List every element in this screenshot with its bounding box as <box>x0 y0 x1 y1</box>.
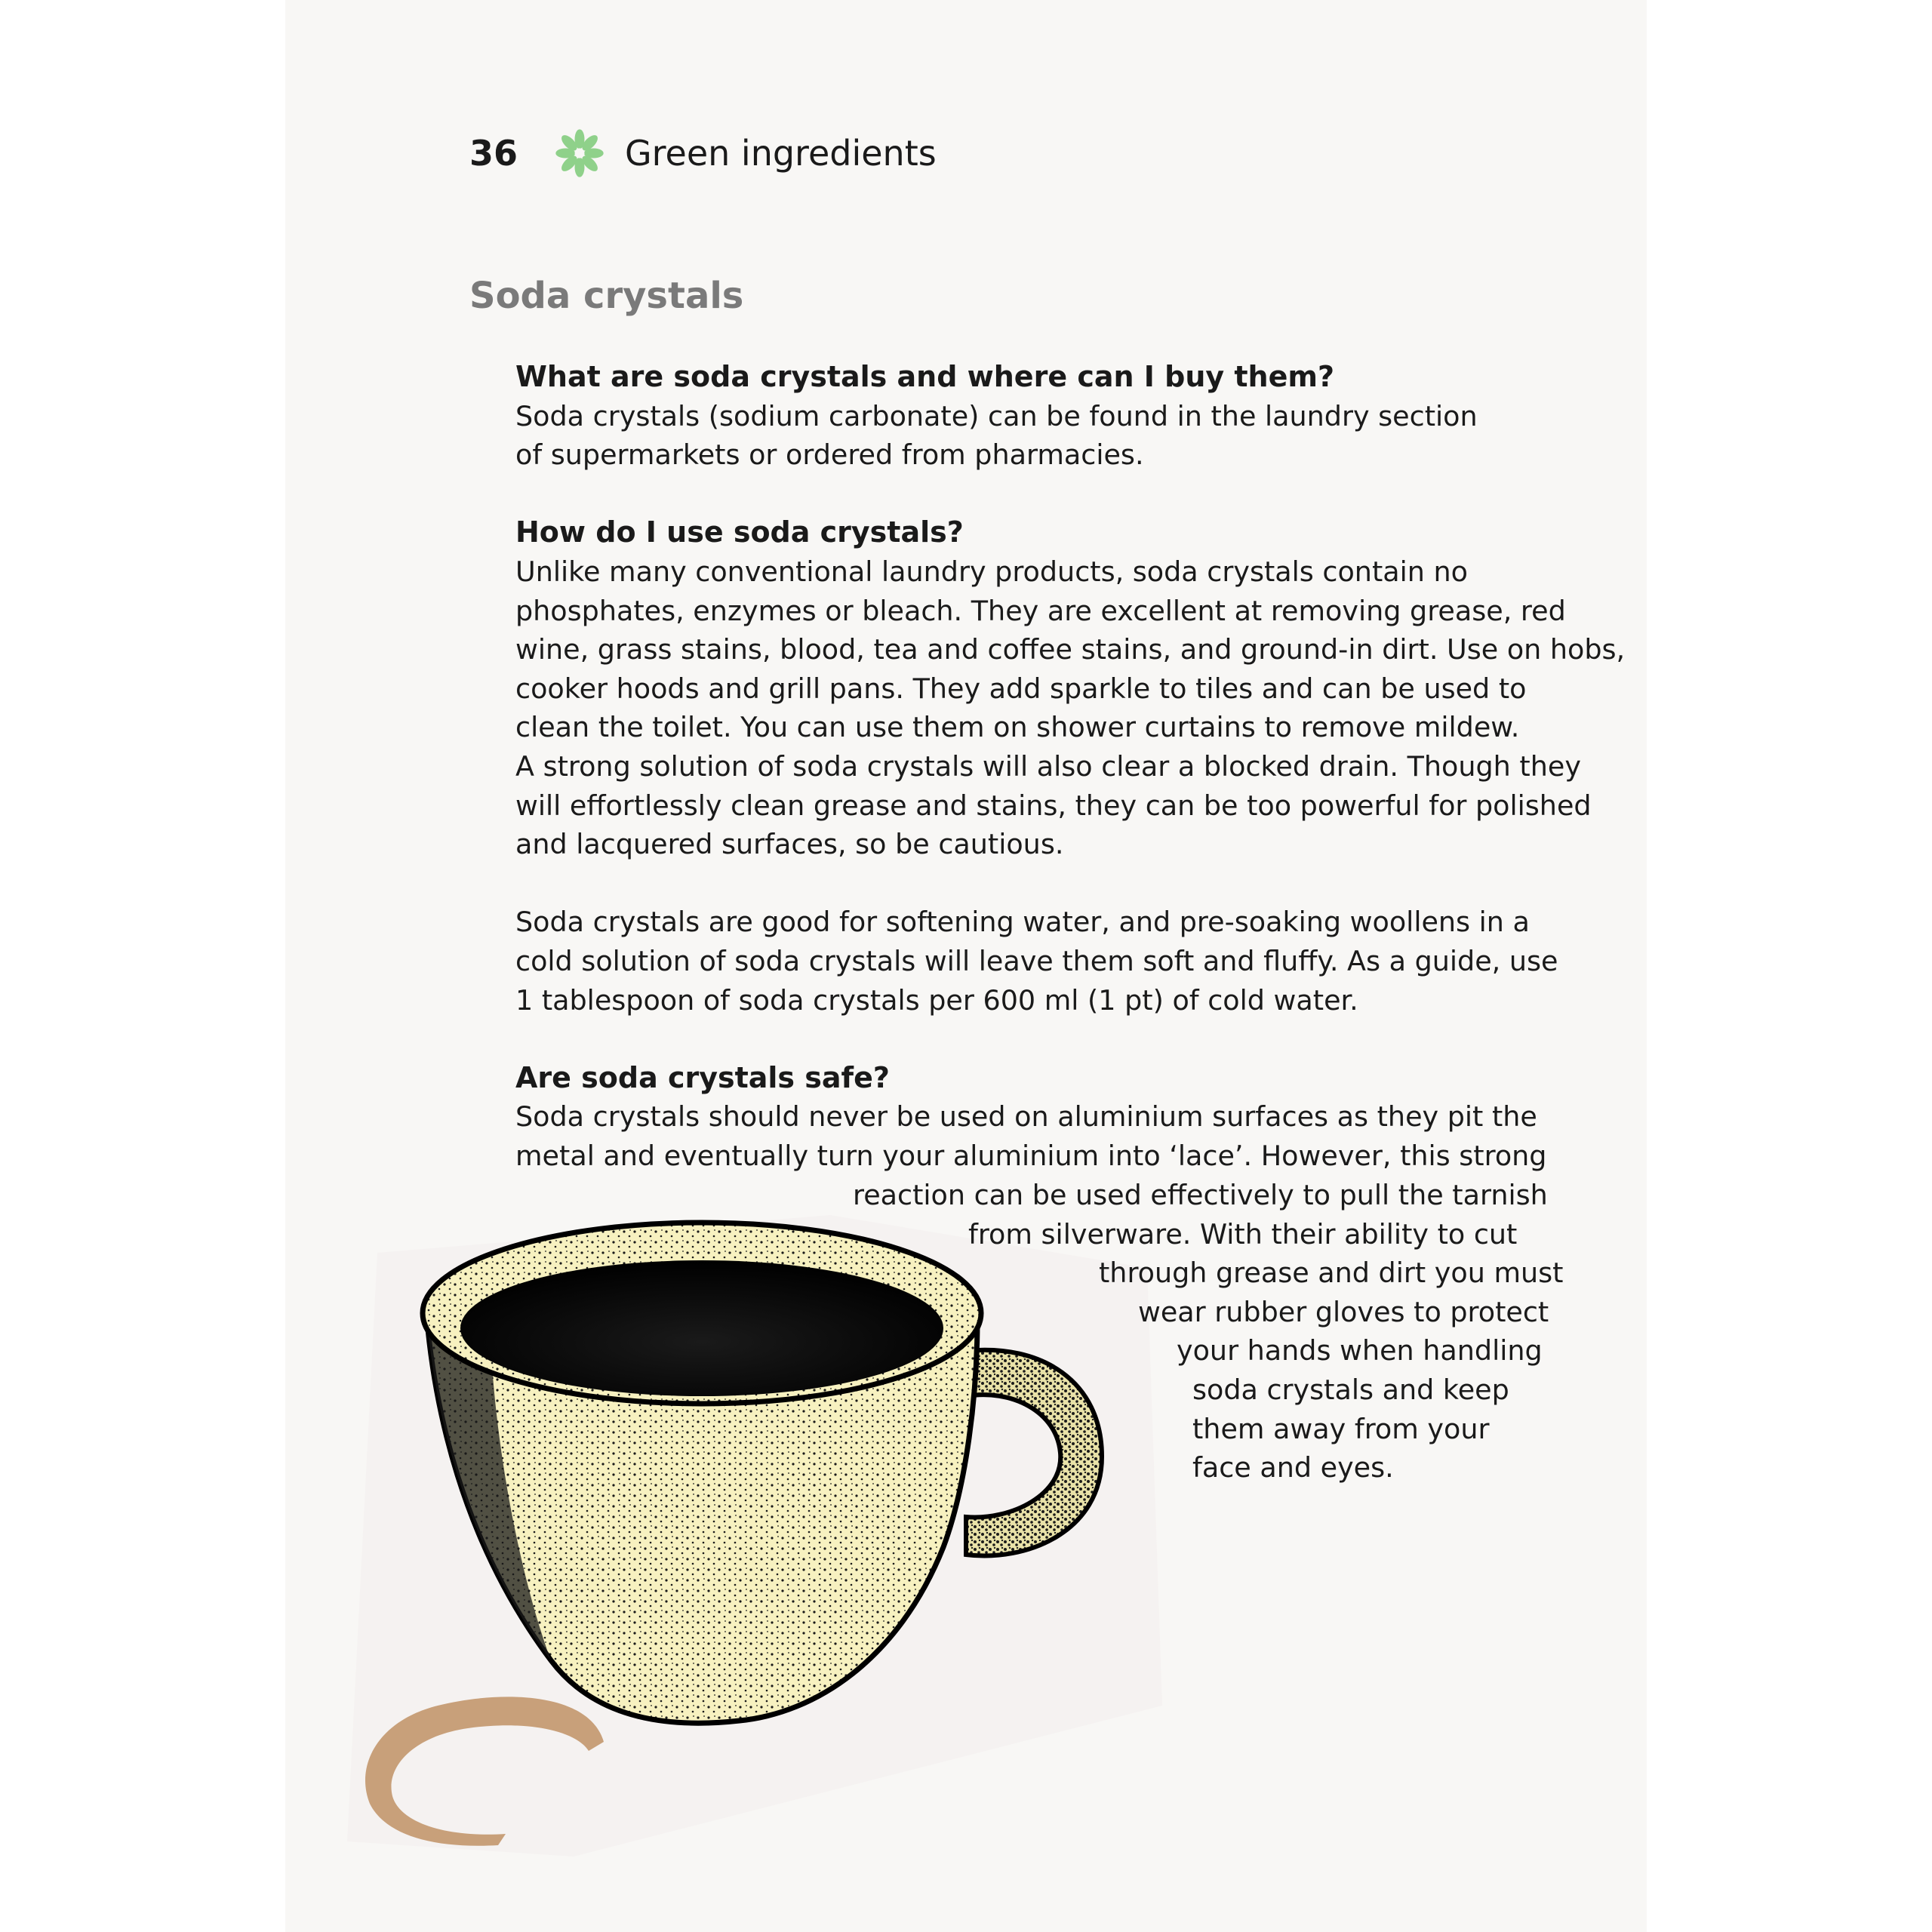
text-line: phosphates, enzymes or bleach. They are excellent at removing grease, red <box>515 594 1566 627</box>
text-line: them away from your <box>1192 1412 1490 1445</box>
text-line: wine, grass stains, blood, tea and coffee stains, and ground-in dirt. Use on hobs, <box>515 633 1626 666</box>
text-line: from silverware. With their ability to cut <box>968 1217 1518 1251</box>
body-text <box>515 358 1626 1175</box>
text-line: 1 tablespoon of soda crystals per 600 ml (1 pt) of cold water. <box>515 983 1358 1017</box>
text-line: Unlike many conventional laundry products, soda crystals contain no <box>515 555 1468 588</box>
chapter-title: Green ingredients <box>625 133 937 174</box>
text-line: Soda crystals should never be used on aluminium surfaces as they pit the <box>515 1100 1537 1134</box>
text-line: through grease and dirt you must <box>1099 1257 1564 1290</box>
text-line: cold solution of soda crystals will leave them soft and fluffy. As a guide, use <box>515 944 1558 977</box>
running-head <box>469 127 937 180</box>
text-line: clean the toilet. You can use them on shower curtains to remove mildew. <box>515 711 1520 744</box>
wrapped-text <box>515 1176 1572 1487</box>
question-heading: How do I use soda crystals? <box>515 515 964 549</box>
question-heading: What are soda crystals and where can I buy them? <box>515 360 1335 393</box>
text-line: metal and eventually turn your aluminium into ‘lace’. However, this strong <box>515 1139 1547 1172</box>
question-heading: Are soda crystals safe? <box>515 1060 890 1094</box>
text-line: face and eyes. <box>1192 1451 1394 1484</box>
text-line: will effortlessly clean grease and stains, they can be too powerful for polished <box>515 789 1592 822</box>
text-line: your hands when handling <box>1177 1334 1543 1367</box>
text-line: A strong solution of soda crystals will also clear a blocked drain. Though they <box>515 749 1581 783</box>
text-line: reaction can be used effectively to pull the tarnish <box>853 1179 1548 1211</box>
section-title: Soda crystals <box>469 275 744 317</box>
text-line: Soda crystals (sodium carbonate) can be found in the laundry section <box>515 399 1478 432</box>
text-line: soda crystals and keep <box>1192 1373 1509 1406</box>
text-line: Soda crystals are good for softening water, and pre-soaking woollens in a <box>515 906 1530 939</box>
text-line: and lacquered surfaces, so be cautious. <box>515 828 1064 861</box>
text-line: wear rubber gloves to protect <box>1138 1295 1549 1328</box>
flower-icon <box>552 126 607 180</box>
page-number: 36 <box>469 133 518 174</box>
text-line: cooker hoods and grill pans. They add sparkle to tiles and can be used to <box>515 672 1527 705</box>
text-line: of supermarkets or ordered from pharmacies. <box>515 438 1144 472</box>
